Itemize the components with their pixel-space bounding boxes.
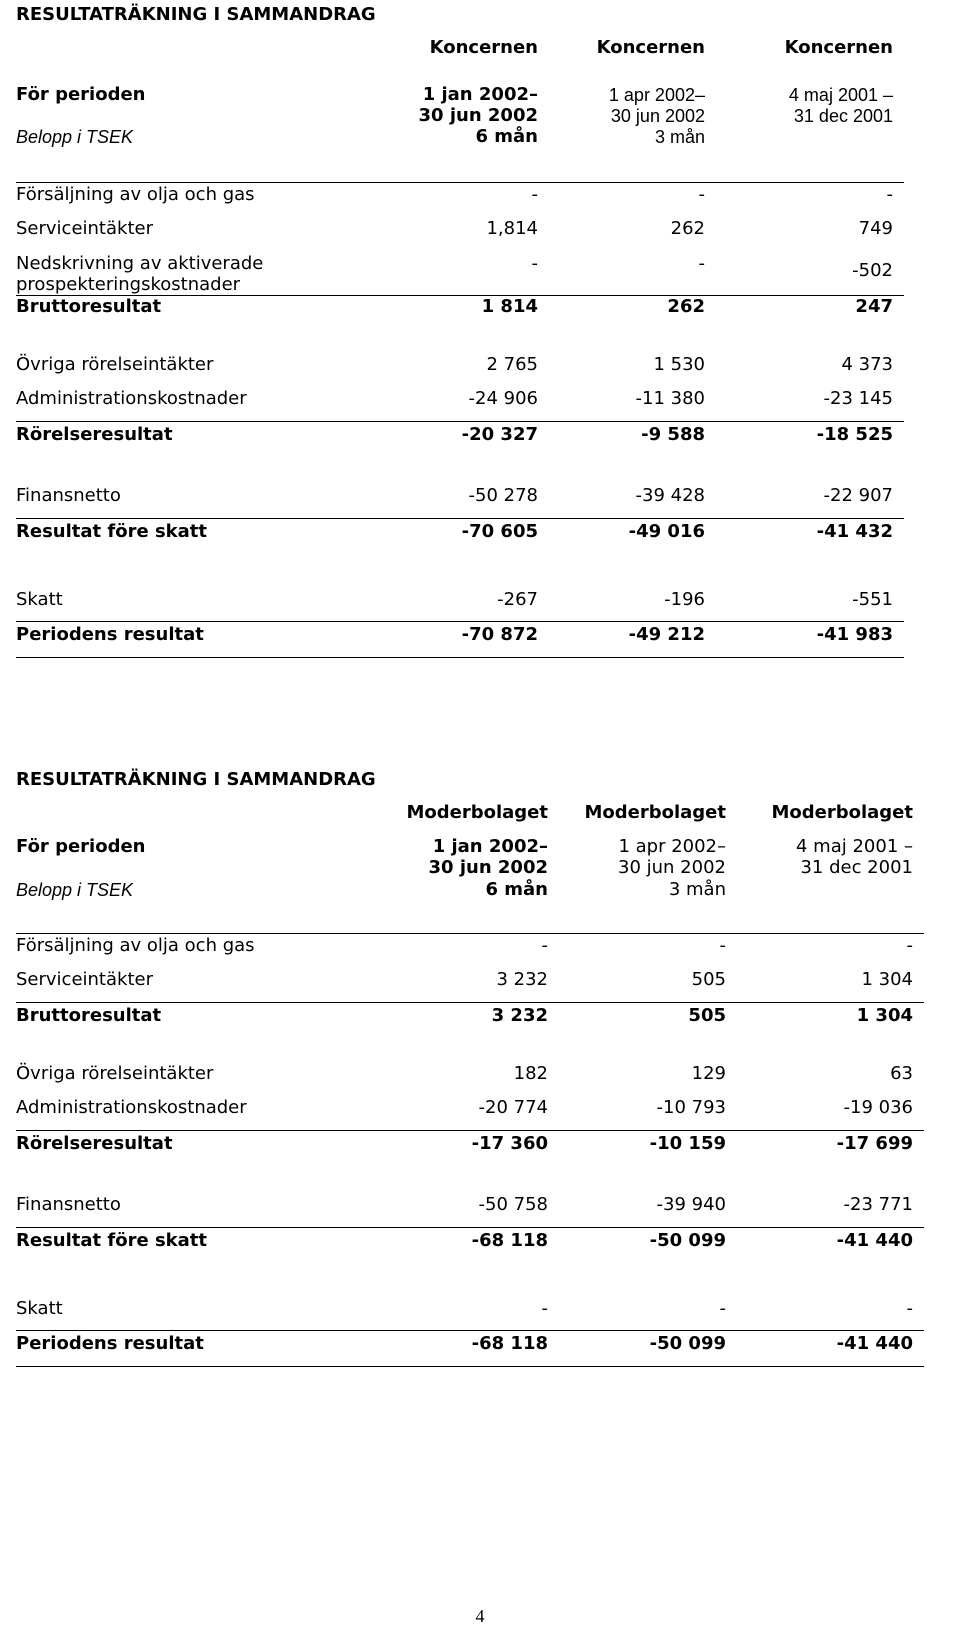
- row-value: -551: [852, 589, 893, 610]
- s2-rule-top: [16, 933, 924, 934]
- s1-rule: [16, 421, 904, 422]
- row-value: 262: [667, 296, 705, 317]
- row-value: -: [698, 184, 705, 205]
- row-value: 4 373: [841, 354, 893, 375]
- row-label: Rörelseresultat: [16, 424, 173, 445]
- row-value: 749: [858, 218, 893, 239]
- row-value: 63: [890, 1063, 913, 1084]
- row-value: -: [698, 253, 705, 274]
- row-value: -10 159: [649, 1133, 726, 1154]
- row-value: -50 758: [478, 1194, 548, 1215]
- row-label: Försäljning av olja och gas: [16, 935, 255, 956]
- row-value: 505: [691, 969, 726, 990]
- s2-period-2-line2: 30 jun 2002: [618, 857, 726, 878]
- s2-period-1-line2: 30 jun 2002: [428, 857, 548, 878]
- row-value: -41 432: [816, 521, 893, 542]
- row-value: -: [906, 935, 913, 956]
- row-value: -41 440: [836, 1230, 913, 1251]
- s2-row-tax: [16, 1300, 960, 1318]
- page-number: 4: [475, 1606, 485, 1626]
- row-value: -10 793: [656, 1097, 726, 1118]
- row-value: -: [531, 253, 538, 274]
- section-1-title: RESULTATRÄKNING I SAMMANDRAG: [16, 4, 376, 25]
- s1-period-row-2: [16, 107, 960, 125]
- s2-entity-header-2: Moderbolaget: [584, 802, 726, 823]
- s2-period-1-line3: 6 mån: [485, 879, 548, 900]
- row-value: -: [719, 935, 726, 956]
- row-value: -23 145: [823, 388, 893, 409]
- s1-entity-header-3: Koncernen: [784, 37, 893, 58]
- row-label: Administrationskostnader: [16, 388, 247, 409]
- s2-row-gross: [16, 1007, 960, 1025]
- row-value: -70 605: [461, 521, 538, 542]
- row-label: Försäljning av olja och gas: [16, 184, 255, 205]
- s1-rule-bottom: [16, 657, 904, 658]
- row-label-continued: prospekteringskostnader: [16, 274, 241, 295]
- s1-rule-top: [16, 182, 904, 183]
- row-label: Finansnetto: [16, 485, 121, 506]
- row-value: -49 016: [628, 521, 705, 542]
- row-value: 505: [688, 1005, 726, 1026]
- row-label: Bruttoresultat: [16, 1005, 162, 1026]
- s1-row-other-income: [16, 356, 960, 374]
- s1-row-admin: [16, 390, 960, 408]
- row-value: -23 771: [843, 1194, 913, 1215]
- row-value: 247: [855, 296, 893, 317]
- s1-period-1-line1: 1 jan 2002–: [422, 84, 538, 105]
- row-value: 1,814: [486, 218, 538, 239]
- row-value: 3 232: [496, 969, 548, 990]
- row-label: Skatt: [16, 1298, 63, 1319]
- s2-row-sales: [16, 937, 960, 955]
- row-value: -49 212: [628, 624, 705, 645]
- s1-period-label: För perioden: [16, 84, 146, 105]
- s1-period-3-line2: 31 dec 2001: [793, 106, 893, 126]
- s1-amount-label: Belopp i TSEK: [16, 127, 134, 147]
- row-label: Periodens resultat: [16, 624, 204, 645]
- s2-row-other-income: [16, 1065, 960, 1083]
- row-label: Bruttoresultat: [16, 296, 162, 317]
- s1-row-service: [16, 220, 960, 238]
- s1-entity-header-2: Koncernen: [596, 37, 705, 58]
- row-value: -: [886, 184, 893, 205]
- s2-rule-bottom: [16, 1366, 924, 1367]
- row-label: Resultat före skatt: [16, 521, 207, 542]
- section-2-title: RESULTATRÄKNING I SAMMANDRAG: [16, 769, 376, 790]
- row-value: -24 906: [468, 388, 538, 409]
- row-value: -22 907: [823, 485, 893, 506]
- row-value: -68 118: [471, 1333, 548, 1354]
- row-value: -41 440: [836, 1333, 913, 1354]
- row-value: -39 940: [656, 1194, 726, 1215]
- row-value: -50 099: [649, 1333, 726, 1354]
- s1-period-2-line1: 1 apr 2002–: [608, 85, 705, 105]
- s2-period-3-line1: 4 maj 2001 –: [796, 836, 913, 857]
- row-label: Periodens resultat: [16, 1333, 204, 1354]
- s2-period-2-line3: 3 mån: [668, 879, 726, 900]
- s2-amount-label: Belopp i TSEK: [16, 880, 134, 900]
- s1-period-2-line3: 3 mån: [654, 127, 705, 147]
- row-value: 1 304: [861, 969, 913, 990]
- s1-period-row-3: [16, 128, 960, 146]
- s1-row-finance: [16, 487, 960, 505]
- row-label: Resultat före skatt: [16, 1230, 207, 1251]
- s2-period-3-line2: 31 dec 2001: [800, 857, 913, 878]
- s1-row-pretax: [16, 523, 960, 541]
- row-value: -: [541, 1298, 548, 1319]
- s2-rule: [16, 1130, 924, 1131]
- row-value: -50 278: [468, 485, 538, 506]
- s2-entity-header-1: Moderbolaget: [406, 802, 548, 823]
- row-value: -17 360: [471, 1133, 548, 1154]
- row-value: -196: [664, 589, 705, 610]
- s2-entity-header-row: [16, 804, 960, 822]
- s2-period-label: För perioden: [16, 836, 146, 857]
- s2-row-operating: [16, 1135, 960, 1153]
- s2-period-row-3: [16, 881, 960, 899]
- s2-row-service: [16, 971, 960, 989]
- s2-period-row-2: [16, 859, 960, 877]
- row-value: -9 588: [641, 424, 705, 445]
- row-value: -267: [497, 589, 538, 610]
- row-label: Övriga rörelseintäkter: [16, 1063, 214, 1084]
- s1-row-net: [16, 626, 960, 644]
- s1-period-2-line2: 30 jun 2002: [610, 106, 705, 126]
- row-value: -18 525: [816, 424, 893, 445]
- s2-period-row-1: [16, 838, 960, 856]
- row-label: Serviceintäkter: [16, 969, 153, 990]
- s2-period-1-line1: 1 jan 2002–: [432, 836, 548, 857]
- s1-entity-header-1: Koncernen: [429, 37, 538, 58]
- row-value: 262: [670, 218, 705, 239]
- row-value: 1 814: [481, 296, 538, 317]
- row-value: -: [541, 935, 548, 956]
- s1-entity-header-row: [16, 39, 960, 57]
- s1-row-operating: [16, 426, 960, 444]
- row-value: 3 232: [491, 1005, 548, 1026]
- s2-entity-header-3: Moderbolaget: [771, 802, 913, 823]
- s1-period-1-line3: 6 mån: [475, 126, 538, 147]
- row-value: -41 983: [816, 624, 893, 645]
- s1-row-impairment-line2: [16, 276, 960, 294]
- row-value: -50 099: [649, 1230, 726, 1251]
- row-value: 1 530: [653, 354, 705, 375]
- row-value: -17 699: [836, 1133, 913, 1154]
- s1-rule: [16, 518, 904, 519]
- row-value: -: [531, 184, 538, 205]
- row-value: 129: [691, 1063, 726, 1084]
- s2-row-pretax: [16, 1232, 960, 1250]
- s1-row-sales: [16, 186, 960, 204]
- row-value: -20 774: [478, 1097, 548, 1118]
- row-label: Administrationskostnader: [16, 1097, 247, 1118]
- row-label: Nedskrivning av aktiverade: [16, 253, 264, 274]
- row-label: Finansnetto: [16, 1194, 121, 1215]
- row-value: -502: [852, 260, 893, 281]
- row-label: Skatt: [16, 589, 63, 610]
- row-value: 182: [513, 1063, 548, 1084]
- s2-row-admin: [16, 1099, 960, 1117]
- row-value: -20 327: [461, 424, 538, 445]
- row-value: -68 118: [471, 1230, 548, 1251]
- row-value: -11 380: [635, 388, 705, 409]
- s2-rule: [16, 1227, 924, 1228]
- s1-row-tax: [16, 591, 960, 609]
- s2-rule: [16, 1002, 924, 1003]
- row-value: -19 036: [843, 1097, 913, 1118]
- s1-period-1-line2: 30 jun 2002: [418, 105, 538, 126]
- s2-rule: [16, 1330, 924, 1331]
- row-label: Rörelseresultat: [16, 1133, 173, 1154]
- s2-row-finance: [16, 1196, 960, 1214]
- s2-period-2-line1: 1 apr 2002–: [618, 836, 726, 857]
- row-label: Serviceintäkter: [16, 218, 153, 239]
- s2-row-net: [16, 1335, 960, 1353]
- s1-rule: [16, 621, 904, 622]
- row-value: 1 304: [856, 1005, 913, 1026]
- row-value: -: [906, 1298, 913, 1319]
- row-value: 2 765: [486, 354, 538, 375]
- s1-period-row-1: [16, 86, 960, 104]
- row-label: Övriga rörelseintäkter: [16, 354, 214, 375]
- s1-period-3-line1: 4 maj 2001 –: [788, 85, 893, 105]
- row-value: -: [719, 1298, 726, 1319]
- s1-row-gross: [16, 298, 960, 316]
- row-value: -39 428: [635, 485, 705, 506]
- row-value: -70 872: [461, 624, 538, 645]
